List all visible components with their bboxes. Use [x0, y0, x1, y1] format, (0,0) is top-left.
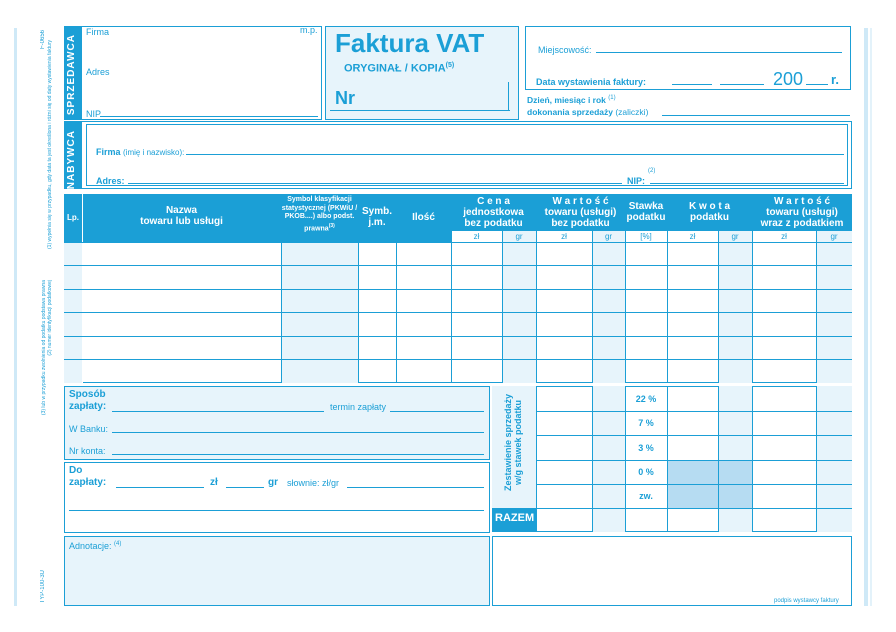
issue-month-line[interactable]	[720, 84, 764, 85]
sum-row-5	[492, 508, 852, 509]
row-line-4	[64, 336, 852, 337]
sum-row-1	[536, 411, 852, 412]
col-div-13	[816, 231, 817, 383]
buyer-inner	[86, 124, 848, 186]
payment-due-label: termin zapłaty	[330, 402, 387, 412]
topay-gr-line[interactable]	[226, 487, 264, 488]
place-line[interactable]	[596, 52, 842, 53]
issue-year-suffix: r.	[831, 72, 839, 87]
row-line-5	[64, 359, 852, 360]
sub-gross-zl: zł	[781, 232, 787, 241]
payment-bank-label: W Banku:	[69, 424, 109, 434]
topay-gr-label: gr	[268, 477, 278, 488]
col-div-6	[502, 231, 503, 383]
th-gross-value: W a r t o ś ć towaru (usługi) wraz z podatkiem	[760, 196, 844, 229]
col-div-8	[592, 231, 593, 383]
rate-7: 7 %	[638, 418, 654, 428]
sum-col-6	[752, 386, 753, 532]
buyer-firm-text: Firma	[96, 147, 121, 157]
sub-vat-zl: zł	[689, 232, 696, 241]
place-label: Miejscowość:	[538, 45, 592, 55]
rate-0: 0 %	[638, 467, 654, 477]
issue-year-prefix: 200	[773, 69, 804, 89]
summary-vertical-label: Zestawienie sprzedaży w/g stawek podatku	[503, 394, 523, 492]
sum-col-1	[536, 386, 537, 532]
seller-firm-label: Firma	[86, 27, 109, 37]
sale-date-text-3: (zaliczki)	[615, 107, 649, 117]
row-line-0	[64, 242, 852, 243]
right-stripe-2	[870, 28, 872, 606]
topay-box	[64, 462, 490, 533]
invoice-subtitle	[344, 62, 454, 75]
summary-vat-gr-shade	[718, 386, 752, 532]
sum-row-3	[536, 460, 852, 461]
issue-date-label: Data wystawienia faktury:	[536, 77, 647, 87]
notes-label-text: Adnotacje:	[69, 541, 112, 551]
issue-day-line[interactable]	[672, 84, 712, 85]
summary-table	[492, 386, 852, 532]
payment-method-label-1: Sposób	[69, 389, 106, 400]
invoice-title: Faktura VAT	[335, 28, 485, 58]
sum-col-3	[625, 386, 626, 532]
signature-box	[492, 536, 852, 606]
sale-date-text: Dzień, miesiąc i rok	[527, 94, 606, 105]
payment-account-label: Nr konta:	[69, 446, 106, 456]
form-code-bottom: TYP-100-3U	[40, 570, 46, 604]
sum-col-2	[592, 386, 593, 532]
rate-exempt: zw.	[639, 491, 653, 501]
form-code-top: F-0656	[40, 30, 46, 50]
buyer-section-label: NABYWCA	[66, 130, 77, 190]
payment-bank-line[interactable]	[112, 432, 484, 433]
th-qty: Ilość	[412, 212, 435, 223]
sub-price-zl: zł	[473, 232, 480, 241]
buyer-firm-hint: (imię i nazwisko):	[123, 148, 185, 157]
topay-zl-line[interactable]	[116, 487, 204, 488]
shade-price-gr	[502, 231, 536, 383]
summary-net-gr-shade	[592, 386, 625, 532]
th-vat-amount: K w o t a podatku	[688, 201, 731, 223]
sum-row-4	[536, 484, 852, 485]
invoice-nr-label: Nr	[335, 88, 356, 108]
row-line-3	[64, 312, 852, 313]
th-unit: Symb. j.m.	[361, 206, 392, 228]
th-pkwiu-text: Symbol klasyfikacji statystycznej (PKWiU / PKOB....) albo podst. prawna	[281, 196, 358, 232]
sub-vat-gr: gr	[731, 232, 739, 241]
shade-gross-gr	[816, 231, 852, 383]
sale-date-line[interactable]	[662, 115, 850, 116]
buyer-firm-label	[96, 148, 184, 157]
sale-date-text-2: dokonania sprzedaży	[527, 107, 613, 117]
th-vat-rate: Stawka podatku	[626, 201, 666, 223]
issue-year-line[interactable]	[806, 84, 828, 85]
footnote-3: (3) lub w przypadku zwolnienia od podatku podstawa prawna	[41, 280, 47, 416]
invoice-subtitle-text: ORYGINAŁ / KOPIA	[344, 62, 446, 75]
shade-vat-gr	[718, 231, 752, 383]
seller-mp-label: m.p.	[300, 25, 318, 35]
sub-net-gr: gr	[604, 232, 613, 241]
signature-caption: podpis wystawcy faktury	[774, 598, 839, 604]
invoice-nr-tick	[508, 82, 509, 111]
sum-col-7	[816, 386, 817, 532]
payment-due-line[interactable]	[390, 411, 484, 412]
row-line-2	[64, 289, 852, 290]
sale-date-label	[527, 95, 616, 104]
topay-words-line[interactable]	[347, 487, 484, 488]
buyer-nip-label: NIP:	[627, 176, 645, 186]
notes-label-sup: (4)	[114, 541, 122, 547]
sale-date-label-2	[527, 108, 648, 117]
topay-words-line-2[interactable]	[69, 510, 484, 511]
sum-row-2	[536, 435, 852, 436]
sum-col-4	[667, 386, 668, 532]
rate-3: 3 %	[638, 443, 654, 453]
seller-nip-line[interactable]	[100, 116, 318, 117]
th-lp: Lp.	[67, 213, 79, 222]
th-unit-price: C e n a jednostkowa bez podatku	[463, 196, 524, 229]
payment-method-label-2: zapłaty:	[69, 401, 107, 412]
notes-box	[64, 536, 490, 606]
invoice-nr-line[interactable]	[330, 110, 510, 111]
buyer-address-line[interactable]	[128, 183, 622, 184]
sub-rate-pct: [%]	[640, 232, 652, 241]
sum-col-5	[718, 386, 719, 532]
sub-price-gr: gr	[515, 232, 523, 241]
invoice-subtitle-sup: (5)	[445, 62, 455, 69]
th-net-value: W a r t o ś ć towaru (usługi) bez podatku	[544, 196, 617, 229]
buyer-nip-sup: (2)	[648, 168, 656, 174]
right-stripe	[864, 28, 868, 606]
summary-total-label: RAZEM	[495, 512, 535, 524]
payment-method-line[interactable]	[112, 411, 324, 412]
topay-label-1: Do	[69, 465, 83, 476]
th-pkwiu	[281, 196, 358, 233]
buyer-address-label: Adres:	[96, 176, 125, 186]
topay-label-2: zapłaty:	[69, 477, 107, 488]
topay-words-label: słownie: zł/gr	[287, 478, 340, 488]
sale-date-sup: (1)	[608, 95, 616, 101]
row-line-1	[64, 265, 852, 266]
topay-zl-label: zł	[210, 477, 218, 488]
col-div-11	[718, 231, 719, 383]
seller-address-label: Adres	[86, 67, 110, 77]
seller-nip-label: NIP	[86, 109, 102, 119]
left-stripe	[14, 28, 17, 606]
buyer-firm-line[interactable]	[186, 154, 844, 155]
notes-label	[69, 541, 121, 551]
th-pkwiu-sup: (3)	[328, 222, 335, 229]
footnote-2: (2) numer identyfikacji podatkowej	[47, 280, 53, 356]
rate-22: 22 %	[635, 394, 657, 404]
summary-gross-gr-shade	[816, 386, 852, 532]
seller-section-label: SPRZEDAWCA	[66, 34, 77, 116]
payment-account-line[interactable]	[112, 454, 484, 455]
buyer-nip-line[interactable]	[650, 183, 844, 184]
footnote-1: (1) wypełnia się w przypadku, gdy data ta jest określona i różni się od daty wystawienia faktury	[47, 40, 53, 249]
payment-box	[64, 386, 490, 460]
th-name: Nazwa towaru lub usługi	[140, 205, 223, 227]
sub-gross-gr: gr	[830, 232, 838, 241]
shade-net-gr	[592, 231, 625, 383]
sub-net-zl: zł	[561, 232, 567, 241]
